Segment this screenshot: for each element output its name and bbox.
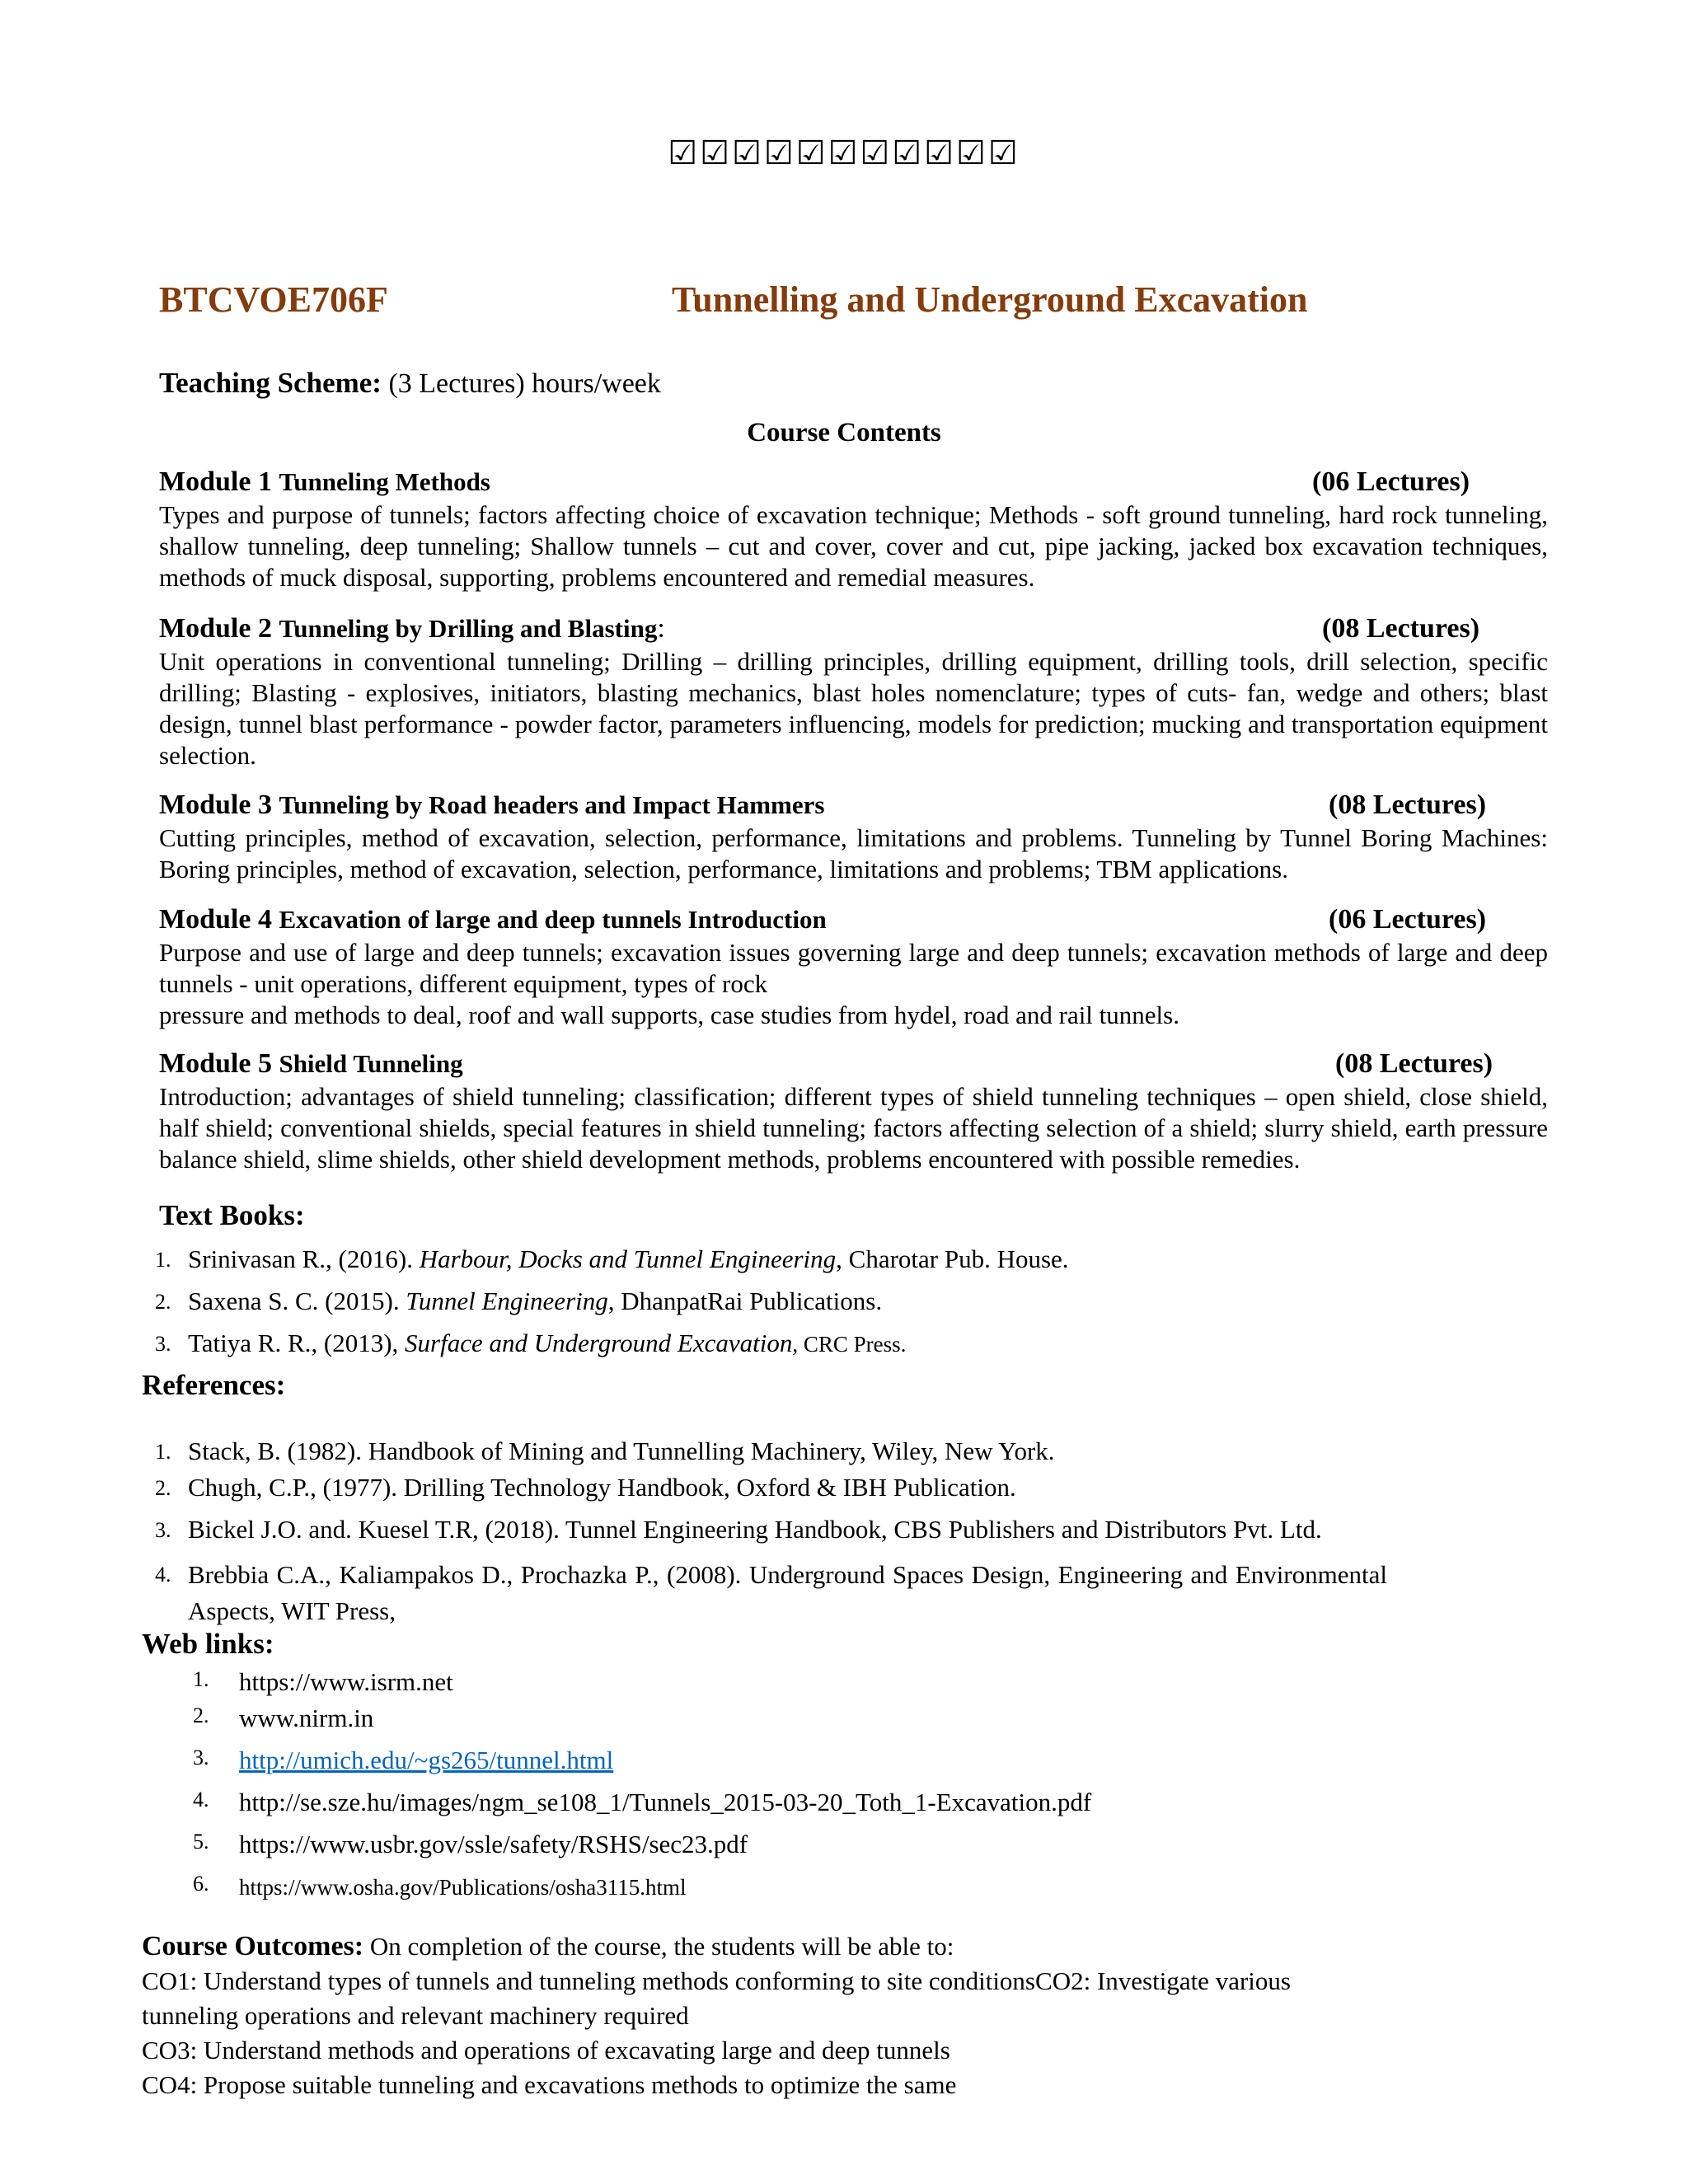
list-item: [155, 1473, 1391, 1515]
module-header: [159, 466, 1548, 499]
list-item: [193, 1872, 1558, 1914]
list-number: 2.: [193, 1704, 209, 1727]
module-description: Unit operations in conventional tunneling; Drilling – drilling principles, drilling equipment, drilling tools, drill selection, specific drilling; Blasting - explosives, initiators, blasting mechanics, blast holes nomenclature; types of cuts- fan, wedge and others; blast design, tunnel blast performance - powder factor, parameters influencing, models for prediction; mucking and transportation equipment selection.: [159, 647, 1548, 770]
teaching-scheme: [159, 367, 661, 400]
course-outcome-co1: CO1: Understand types of tunnels and tunneling methods conforming to site conditions: [142, 1966, 1036, 1995]
list-item: [155, 1436, 1391, 1473]
module-header: [159, 1048, 1548, 1081]
module-lectures: (08 Lectures): [1335, 1048, 1493, 1079]
module-title: Tunneling by Drilling and Blasting: [279, 614, 658, 643]
module-lectures: (06 Lectures): [1329, 904, 1487, 935]
module-description-continued: pressure and methods to deal, roof and wall supports, case studies from hydel, road and rail tunnels.: [159, 1001, 1179, 1029]
module-3: [159, 790, 1548, 885]
list-number: 1.: [193, 1667, 209, 1691]
text-books-list: [155, 1244, 1548, 1371]
list-item: [193, 1704, 1558, 1746]
web-link-text: www.nirm.in: [239, 1704, 374, 1732]
module-title: Tunneling Methods: [279, 467, 490, 496]
checkbox-row-icon: ☑☑☑☑☑☑☑☑☑☑☑: [668, 134, 1020, 171]
module-description: Cutting principles, method of excavation, selection, performance, limitations and problems. Tunneling by Tunnel Boring Machines: Boring principles, method of excavation, selection, performance, limitations and problems; TBM applications.: [159, 823, 1548, 883]
book-authors: Tatiya R. R., (2013),: [188, 1329, 406, 1357]
teaching-scheme-label: Teaching Scheme:: [159, 367, 382, 399]
module-5: [159, 1048, 1548, 1175]
list-item: [193, 1746, 1558, 1788]
course-outcomes: [142, 1929, 1559, 2102]
course-outcomes-intro: [142, 1929, 1559, 1964]
list-number: 5.: [193, 1830, 209, 1854]
references-list: [155, 1436, 1391, 1629]
reference-text: Bickel J.O. and. Kuesel T.R, (2018). Tunnel Engineering Handbook, CBS Publishers and Distributors Pvt. Ltd.: [188, 1515, 1322, 1544]
list-item: [155, 1286, 1548, 1329]
module-label: Module 5: [159, 1048, 272, 1079]
module-1: [159, 466, 1548, 593]
web-links-list: [193, 1667, 1558, 1914]
list-number: 2.: [155, 1290, 171, 1314]
list-item: [155, 1244, 1548, 1286]
book-authors: Saxena S. C. (2015).: [188, 1286, 406, 1315]
list-item: [193, 1667, 1558, 1704]
course-outcomes-co1-co2: [142, 1964, 1378, 2033]
umich-tunnel-link[interactable]: http://umich.edu/~gs265/tunnel.html: [239, 1746, 614, 1774]
course-outcomes-intro-text: On completion of the course, the students will be able to:: [363, 1932, 954, 1961]
list-number: 4.: [193, 1788, 209, 1811]
book-title: Tunnel Engineering: [406, 1286, 608, 1315]
list-number: 3.: [155, 1518, 171, 1542]
course-title: Tunnelling and Underground Excavation: [672, 279, 1308, 320]
text-books-heading: Text Books:: [159, 1199, 305, 1231]
web-link-text: https://www.usbr.gov/ssle/safety/RSHS/sec23.pdf: [239, 1830, 748, 1858]
module-header: [159, 613, 1548, 646]
module-label: Module 4: [159, 904, 272, 935]
module-header: [159, 904, 1548, 937]
book-publisher: , CRC Press.: [792, 1332, 907, 1357]
list-number: 6.: [193, 1872, 209, 1896]
list-item: [193, 1788, 1558, 1830]
reference-text: Stack, B. (1982). Handbook of Mining and Tunnelling Machinery, Wiley, New York.: [188, 1436, 1055, 1465]
course-outcome-co2: CO2: Investigate various tunneling operations and relevant machinery required: [142, 1966, 1291, 2030]
web-links-heading: Web links:: [142, 1628, 274, 1660]
book-publisher: , Charotar Pub. House.: [836, 1244, 1069, 1273]
module-header: [159, 790, 1548, 823]
module-description: Introduction; advantages of shield tunneling; classification; different types of shield tunneling techniques – open shield, close shield, half shield; conventional shields, special features in shield tunneling; factors affecting selection of a shield; slurry shield, earth pressure balance shield, slime shields, other shield development methods, problems encountered with possible remedies.: [159, 1082, 1548, 1174]
web-link-text: https://www.osha.gov/Publications/osha3115.html: [239, 1875, 687, 1900]
list-number: 3.: [193, 1746, 209, 1769]
module-description: Purpose and use of large and deep tunnels; excavation issues governing large and deep tunnels; excavation methods of large and deep tunnels - unit operations, different equipment, types of rock: [159, 938, 1548, 998]
teaching-scheme-value: (3 Lectures) hours/week: [388, 368, 661, 399]
list-number: 3.: [155, 1332, 171, 1356]
module-title: Shield Tunneling: [279, 1049, 463, 1078]
module-label: Module 2: [159, 613, 272, 644]
course-contents-heading: Course Contents: [747, 418, 941, 448]
module-description: Types and purpose of tunnels; factors affecting choice of excavation technique; Methods - soft ground tunneling, hard rock tunneling, shallow tunneling, deep tunneling; Shallow tunnels – cut and cover, cover and cut, pipe jacking, jacked box excavation techniques, methods of muck disposal, supporting, problems encountered and remedial measures.: [159, 500, 1548, 592]
reference-text: Chugh, C.P., (1977). Drilling Technology Handbook, Oxford & IBH Publication.: [188, 1473, 1016, 1502]
course-code: BTCVOE706F: [159, 279, 388, 320]
module-title: Excavation of large and deep tunnels Introduction: [279, 905, 827, 934]
list-number: 2.: [155, 1476, 171, 1500]
web-link-text: https://www.isrm.net: [239, 1667, 453, 1696]
web-link-text: http://se.sze.hu/images/ngm_se108_1/Tunnels_2015-03-20_Toth_1-Excavation.pdf: [239, 1788, 1092, 1816]
list-item: [155, 1329, 1548, 1371]
list-number: 4.: [155, 1563, 171, 1586]
course-outcome-co3: CO3: Understand methods and operations of excavating large and deep tunnels: [142, 2036, 950, 2064]
list-item: [193, 1830, 1558, 1872]
book-publisher: , DhanpatRai Publications.: [607, 1286, 883, 1315]
list-number: 1.: [155, 1440, 171, 1464]
reference-text: Brebbia C.A., Kaliampakos D., Prochazka P., (2008). Underground Spaces Design, Engineering and Environmental Aspects, WIT Press,: [188, 1560, 1387, 1625]
module-4: [159, 904, 1548, 1031]
module-lectures: (08 Lectures): [1329, 790, 1487, 820]
module-title: Tunneling by Road headers and Impact Hammers: [279, 790, 825, 819]
module-lectures: (06 Lectures): [1312, 466, 1470, 497]
module-lectures: (08 Lectures): [1322, 613, 1480, 644]
references-heading: References:: [142, 1369, 286, 1401]
module-label: Module 1: [159, 466, 272, 497]
book-authors: Srinivasan R., (2016).: [188, 1244, 420, 1273]
module-label: Module 3: [159, 790, 272, 820]
list-number: 1.: [155, 1248, 171, 1272]
book-title: Harbour, Docks and Tunnel Engineering: [419, 1244, 837, 1273]
module-title-suffix: :: [657, 613, 665, 644]
course-outcomes-heading: Course Outcomes:: [142, 1931, 364, 1961]
module-2: [159, 613, 1548, 771]
book-title: Surface and Underground Excavation: [405, 1329, 793, 1357]
course-outcome-co4: CO4: Propose suitable tunneling and excavations methods to optimize the same: [142, 2070, 957, 2099]
list-item: [155, 1557, 1387, 1629]
list-item: [155, 1515, 1391, 1557]
